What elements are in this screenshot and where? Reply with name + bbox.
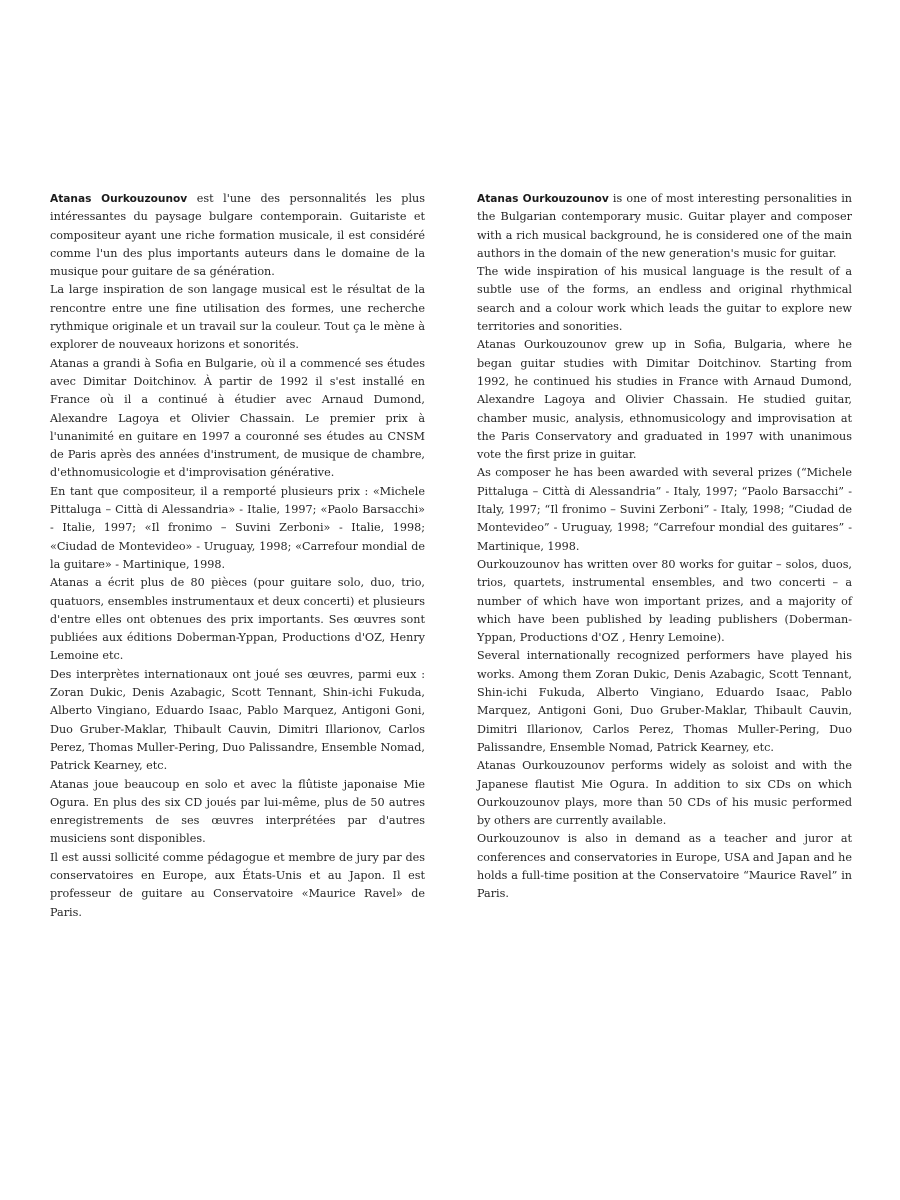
en-paragraph-works: Ourkouzounov has written over 80 works for guitar – solos, duos, trios, quartets, instrumental ensembles, and two concerti – a number of which have won important prizes, and a majority of which have been published by leading publishers (Doberman-Yppan, Productions d'OZ , Henry Lemoine). bbox=[477, 557, 852, 645]
en-paragraph-prizes: As composer he has been awarded with several prizes (“Michele Pittaluga – Città di Alessandria” - Italy, 1997; “Paolo Barsacchi” - Italy, 1997; “Il fronimo – Suvini Zerboni” - Italy, 1998; “Ciudad de Montevideo” - Uruguay, 1998; “Carrefour mondial des guitares” - Martinique, 1998. bbox=[477, 466, 852, 553]
fr-paragraph-inspiration: La large inspiration de son langage musical est le résultat de la rencontre entre une fine utilisation des formes, une recherche rythmique originale et un travail sur la couleur. Tout ça le mène à explorer de nouveaux horizons et sonorités. bbox=[50, 283, 425, 352]
en-paragraph-studies: Atanas Ourkouzounov grew up in Sofia, Bulgaria, where he began guitar studies with Dimitar Doitchinov. Starting from 1992, he continued his studies in France with Arnaud Dumond, Alexandre Lagoya and Olivier Chassain. He studied guitar, chamber music, analysis, ethnomusicology and improvisation at the Paris Conservatory and graduated in 1997 with unanimous vote the first prize in guitar. bbox=[477, 338, 852, 462]
fr-intro-text: est l'une des personnalités les plus intéressantes du paysage bulgare contemporain. Guitariste et compositeur ayant une riche formation musicale, il est considéré comme l'un des plus importants auteurs dans le domaine de la musique pour guitare de sa génération. bbox=[50, 192, 425, 279]
en-paragraph-recordings: Atanas Ourkouzounov performs widely as soloist and with the Japanese flautist Mie Ogura. In addition to six CDs on which Ourkouzounov plays, more than 50 CDs of his music performed by others are currently available. bbox=[477, 759, 852, 828]
en-paragraph-inspiration: The wide inspiration of his musical language is the result of a subtle use of the forms, an endless and original rhythmical search and a colour work which leads the guitar to explore new territories and sonorities. bbox=[477, 265, 852, 334]
fr-paragraph-intro bbox=[50, 190, 425, 281]
en-paragraph-performers: Several internationally recognized performers have played his works. Among them Zoran Dukic, Denis Azabagic, Scott Tennant, Shin-ichi Fukuda, Alberto Vingiano, Eduardo Isaac, Pablo Marquez, Antigoni Goni, Duo Gruber-Maklar, Thibault Cauvin, Dimitri Illarionov, Carlos Perez, Thomas Muller-Pering, Duo Palissandre, Ensemble Nomad, Patrick Kearney, etc. bbox=[477, 649, 852, 754]
french-biography-column bbox=[50, 190, 425, 922]
english-biography-column bbox=[477, 190, 852, 904]
en-paragraph-teaching: Ourkouzounov is also in demand as a teacher and juror at conferences and conservatories in Europe, USA and Japan and he holds a full-time position at the Conservatoire “Maurice Ravel” in Paris. bbox=[477, 832, 852, 901]
fr-paragraph-recordings: Atanas joue beaucoup en solo et avec la flûtiste japonaise Mie Ogura. En plus des six CD joués par lui-même, plus de 50 autres enregistrements de ses œuvres interprétées par d'autres musiciens sont disponibles. bbox=[50, 777, 425, 846]
fr-paragraph-studies: Atanas a grandi à Sofia en Bulgarie, où il a commencé ses études avec Dimitar Doitchinov. À partir de 1992 il s'est installé en France où il a continué à étudier avec Arnaud Dumond, Alexandre Lagoya et Olivier Chassain. Le premier prix à l'unanimité en guitare en 1997 a couronné ses études au CNSM de Paris après des années d'instrument, de musique de chambre, d'ethnomusicologie et d'improvisation générative. bbox=[50, 356, 425, 480]
en-paragraph-intro bbox=[477, 190, 852, 263]
fr-paragraph-prizes: En tant que compositeur, il a remporté plusieurs prix : «Michele Pittaluga – Città di Alessandria» - Italie, 1997; «Paolo Barsacchi» - Italie, 1997; «Il fronimo – Suvini Zerboni» - Italie, 1998; «Ciudad de Montevideo» - Uruguay, 1998; «Carrefour mondial de la guitare» - Martinique, 1998. bbox=[50, 484, 425, 571]
fr-paragraph-works: Atanas a écrit plus de 80 pièces (pour guitare solo, duo, trio, quatuors, ensembles instrumentaux et deux concerti) et plusieurs d'entre elles ont obtenues des prix importants. Ses œuvres sont publiées aux éditions Doberman-Yppan, Productions d'OZ, Henry Lemoine etc. bbox=[50, 576, 425, 663]
fr-paragraph-performers: Des interprètes internationaux ont joué ses œuvres, parmi eux : Zoran Dukic, Denis Azabagic, Scott Tennant, Shin-ichi Fukuda, Alberto Vingiano, Eduardo Isaac, Pablo Marquez, Antigoni Goni, Duo Gruber-Maklar, Thibault Cauvin, Dimitri Illarionov, Carlos Perez, Thomas Muller-Pering, Duo Palissandre, Ensemble Nomad, Patrick Kearney, etc. bbox=[50, 667, 425, 773]
en-artist-name: Atanas Ourkouzounov bbox=[477, 193, 609, 205]
en-intro-text: is one of most interesting personalities in the Bulgarian contemporary music. Guitar player and composer with a rich musical background, he is considered one of the main authors in the domain of the new generation's music for guitar. bbox=[477, 192, 852, 260]
fr-artist-name: Atanas Ourkouzounov bbox=[50, 193, 188, 205]
fr-paragraph-teaching: Il est aussi sollicité comme pédagogue et membre de jury par des conservatoires en Europe, aux États-Unis et au Japon. Il est professeur de guitare au Conservatoire «Maurice Ravel» de Paris. bbox=[50, 850, 425, 919]
